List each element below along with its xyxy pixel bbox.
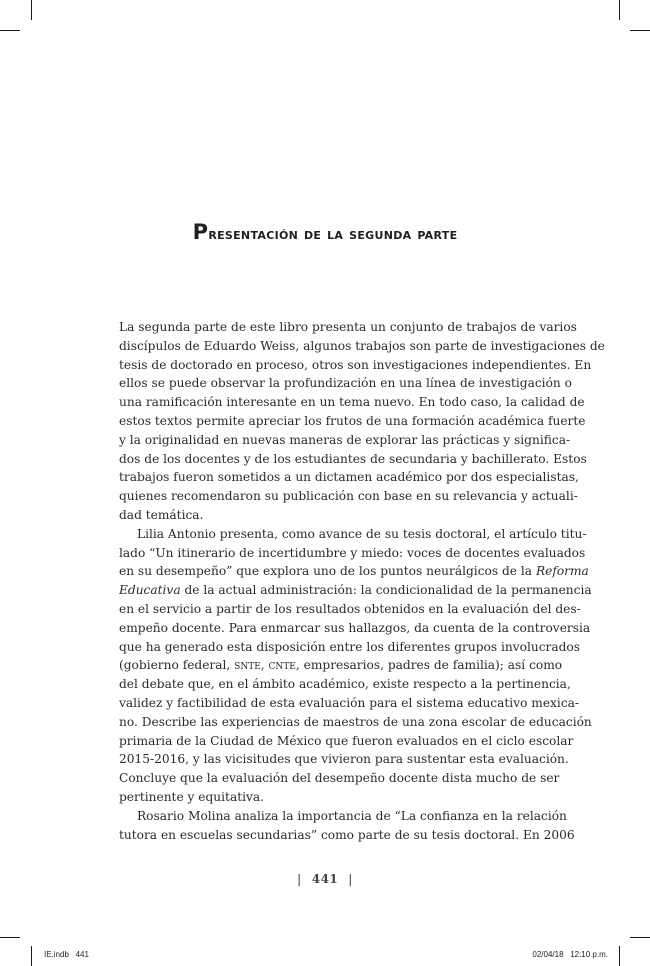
- crop-mark-right-top: [630, 30, 650, 31]
- text-line: validez y factibilidad de esta evaluación para el sistema educativo mexica-: [119, 695, 580, 710]
- text-line: primaria de la Ciudad de México que fueron evaluados en el ciclo escolar: [119, 733, 574, 748]
- text-line: ellos se puede observar la profundización en una línea de investigación o: [119, 376, 572, 391]
- text-line: [119, 581, 592, 600]
- text-line: estos textos permite apreciar los frutos de una formación académica fuerte: [119, 413, 586, 428]
- folio-rule: |: [348, 872, 353, 886]
- text-line: empeño docente. Para enmarcar sus hallazgos, da cuenta de la controversia: [119, 620, 591, 635]
- slug-filename: IE.indb: [44, 950, 69, 959]
- text-line: quienes recomendaron su publicación con base en su relevancia y actuali-: [119, 489, 578, 504]
- text-line: tutora en escuelas secundarias” como parte de su tesis doctoral. En 2006: [119, 827, 575, 842]
- text-run: ,: [260, 658, 269, 673]
- text-line: Rosario Molina analiza la importancia de “La confianza en la relación: [137, 808, 567, 823]
- heading-rest: resentación de la segunda parte: [208, 224, 458, 243]
- text-line: trabajos fueron sometidos a un dictamen académico por dos especialistas,: [119, 470, 579, 485]
- slug-file: [44, 950, 89, 959]
- text-line: discípulos de Eduardo Weiss, algunos trabajos son parte de investigaciones de: [119, 338, 605, 353]
- text-run: , empresarios, padres de familia); así como: [295, 658, 563, 673]
- paragraph-2: [119, 525, 592, 807]
- slug-time: 12:10 p.m.: [570, 950, 608, 959]
- text-line: Lilia Antonio presenta, como avance de su tesis doctoral, el artículo titu-: [137, 526, 587, 541]
- heading-initial: P: [192, 220, 209, 244]
- crop-mark-bottom-right: [619, 946, 620, 966]
- crop-mark-bottom-left: [31, 946, 32, 966]
- slug-timestamp: [532, 950, 608, 959]
- text-line: [119, 562, 589, 581]
- text-line: 2015-2016, y las vicisitudes que vivieron para sustentar esta evaluación.: [119, 752, 569, 767]
- text-line: dad temática.: [119, 507, 204, 522]
- crop-mark-top-right: [619, 0, 620, 20]
- text-run: de la actual administración: la condicionalidad de la permanencia: [180, 583, 592, 598]
- italic-title: Reforma: [535, 564, 589, 579]
- text-line: Concluye que la evaluación del desempeño docente dista mucho de ser: [119, 771, 560, 786]
- text-line: tesis de doctorado en proceso, otros son investigaciones independientes. En: [119, 357, 592, 372]
- text-line: La segunda parte de este libro presenta un conjunto de trabajos de varios: [119, 320, 577, 334]
- text-line: pertinente y equitativa.: [119, 789, 265, 804]
- section-heading: [0, 220, 650, 244]
- paragraph-3: [119, 807, 575, 845]
- crop-mark-left-bottom: [0, 937, 20, 938]
- page-number-value: 441: [311, 872, 339, 886]
- text-line: del debate que, en el ámbito académico, existe respecto a la pertinencia,: [119, 677, 571, 692]
- text-line: en el servicio a partir de los resultados obtenidos en la evaluación del des-: [119, 601, 581, 616]
- slug-date: 02/04/18: [532, 950, 564, 959]
- crop-mark-top-left: [31, 0, 32, 20]
- page-number: [0, 872, 650, 886]
- folio-rule: |: [297, 872, 302, 886]
- text-line: y la originalidad en nuevas maneras de explorar las prácticas y significa-: [119, 432, 571, 447]
- text-line: dos de los docentes y de los estudiantes de secundaria y bachillerato. Estos: [119, 451, 587, 466]
- text-run: en su desempeño” que explora uno de los puntos neurálgicos de la: [119, 564, 536, 579]
- body-text: [119, 318, 605, 844]
- text-line: que ha generado esta disposición entre los diferentes grupos involucrados: [119, 639, 581, 654]
- italic-title: Educativa: [119, 583, 181, 598]
- text-line: una ramificación interesante en un tema nuevo. En todo caso, la calidad de: [119, 395, 585, 410]
- text-line: lado “Un itinerario de incertidumbre y miedo: voces de docentes evaluados: [119, 545, 586, 560]
- crop-mark-left-top: [0, 30, 20, 31]
- crop-mark-right-bottom: [630, 937, 650, 938]
- acronym: cnte: [268, 658, 296, 673]
- slug-page: 441: [75, 950, 89, 959]
- text-line: no. Describe las experiencias de maestros de una zona escolar de educación: [119, 714, 592, 729]
- acronym: snte: [234, 658, 261, 673]
- paragraph-1: [119, 318, 605, 525]
- text-run: (gobierno federal,: [119, 658, 235, 673]
- text-line: [119, 656, 563, 675]
